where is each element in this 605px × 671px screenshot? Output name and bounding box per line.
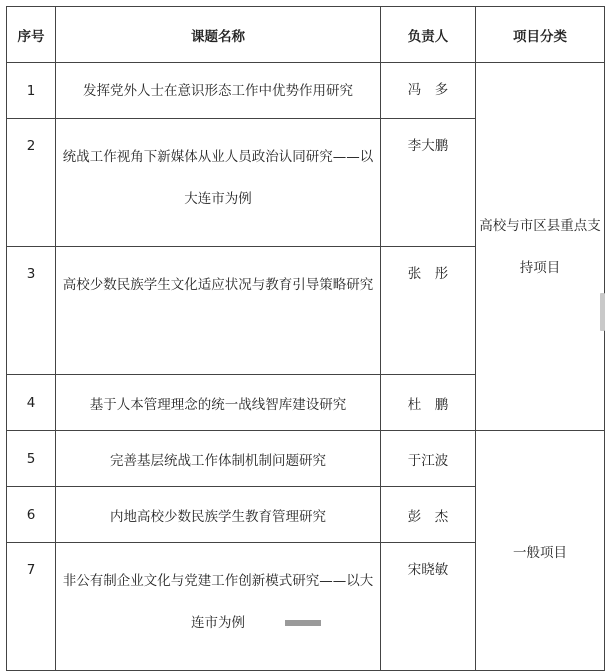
row-owner: 杜 鹏 <box>381 375 476 431</box>
header-category: 项目分类 <box>476 7 605 63</box>
row-owner: 彭 杰 <box>381 487 476 543</box>
project-table <box>6 6 605 671</box>
row-title: 基于人本管理理念的统一战线智库建设研究 <box>56 375 381 431</box>
row-no: 7 <box>7 543 56 671</box>
row-title: 内地高校少数民族学生教育管理研究 <box>56 487 381 543</box>
row-title: 完善基层统战工作体制机制问题研究 <box>56 431 381 487</box>
row-owner: 张 彤 <box>381 247 476 375</box>
row-title: 高校少数民族学生文化适应状况与教育引导策略研究 <box>56 247 381 375</box>
row-owner: 李大鹏 <box>381 119 476 247</box>
row-no: 3 <box>7 247 56 375</box>
row-title: 统战工作视角下新媒体从业人员政治认同研究——以大连市为例 <box>56 119 381 247</box>
row-owner: 于江波 <box>381 431 476 487</box>
row-no: 1 <box>7 63 56 119</box>
category-general-projects: 一般项目 <box>476 431 605 671</box>
row-owner: 宋晓敏 <box>381 543 476 671</box>
row-title: 发挥党外人士在意识形态工作中优势作用研究 <box>56 63 381 119</box>
header-title: 课题名称 <box>56 7 381 63</box>
row-no: 2 <box>7 119 56 247</box>
row-no: 6 <box>7 487 56 543</box>
row-owner: 冯 多 <box>381 63 476 119</box>
table-row <box>7 431 605 487</box>
header-row <box>7 7 605 63</box>
category-key-projects: 高校与市区县重点支持项目 <box>476 63 605 431</box>
header-owner: 负责人 <box>381 7 476 63</box>
table-row <box>7 63 605 119</box>
row-title: 非公有制企业文化与党建工作创新模式研究——以大连市为例 <box>56 543 381 671</box>
scrollbar-handle[interactable] <box>600 293 605 331</box>
header-no: 序号 <box>7 7 56 63</box>
page-tab-marker[interactable] <box>285 620 321 626</box>
row-no: 5 <box>7 431 56 487</box>
row-no: 4 <box>7 375 56 431</box>
